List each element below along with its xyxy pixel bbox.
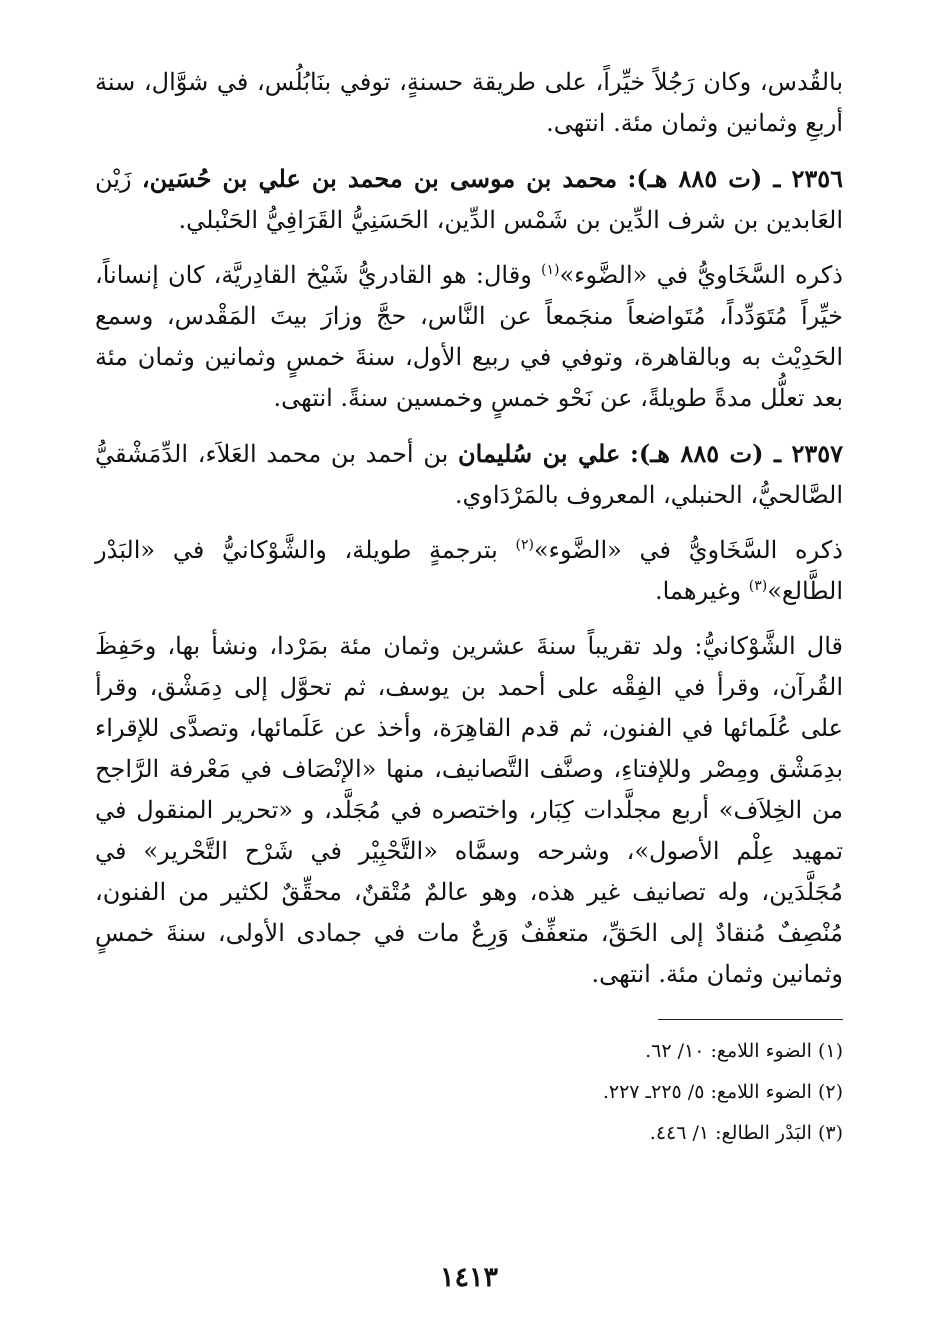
- paragraph-text: ذكره السَّخَاويُّ في «الضَّوء»: [559, 261, 843, 289]
- footnote-2: [95, 1079, 843, 1105]
- entry-number: ٢٣٥٦ ـ (ت ٨٨٥ هـ):: [627, 164, 843, 193]
- footnote-ref-3[interactable]: (٣): [748, 578, 768, 594]
- entry-name: محمد بن موسى بن محمد بن علي بن حُسَين،: [141, 164, 618, 193]
- paragraph-text: وقال: هو القادريُّ شَيْخ القادِريَّة، كان إنساناً، خيِّراً مُتَوَدِّداً، مُتَواضعاً منجَمعاً عن النَّاس، حجَّ وزارَ بيتَ المَقْدس، وسمع الحَدِيْث به وبالقاهرة، وتوفي في ربيع الأول، سنةَ خمسٍ وثمانين وثمان مئة بعد تعلُّل مدةً طويلةً، عن نَحْو خمسٍ وخمسين سنةً. انتهى.: [95, 261, 843, 412]
- entry-lineage: بن أحمد بن محمد العَلاَء، الدِّمَشْقيُّ الصَّالحيُّ، الحنبلي، المعروف بالمَرْدَاوي.: [95, 440, 843, 509]
- footnote-marker: (٢): [817, 1081, 843, 1103]
- entry-number: ٢٣٥٧ ـ (ت ٨٨٥ هـ):: [630, 439, 844, 468]
- footnote-1: [95, 1038, 843, 1064]
- biography-entry-2356: [95, 158, 843, 241]
- footnote-text: الضوء اللامع: ١٠/ ٦٢.: [645, 1040, 812, 1062]
- paragraph-text: وغيرهما.: [655, 577, 742, 605]
- biography-entry-2357: [95, 433, 843, 516]
- paragraph-continuation: بالقُدس، وكان رَجُلاً خيِّراً، على طريقة حسنةٍ، توفي بنَابُلُس، في شوَّال، سنة أربعِ وثمانين وثمان مئة. انتهى.: [95, 68, 843, 137]
- footnote-text: الضوء اللامع: ٥/ ٢٢٥ـ ٢٢٧.: [602, 1081, 812, 1103]
- page-number: ١٤١٣: [439, 1262, 498, 1293]
- footnote-marker: (٣): [817, 1122, 843, 1144]
- footnote-3: [95, 1120, 843, 1146]
- paragraph-sources: [95, 530, 843, 612]
- entry-lineage: زَيْن العَابدين بن شرف الدِّين بن شَمْس الدِّين، الحَسَنِيُّ القَرَافِيُّ الحَنْبلي.: [95, 165, 843, 234]
- footnote-ref-2[interactable]: (٢): [515, 537, 534, 553]
- footnote-marker: (١): [817, 1040, 843, 1062]
- page-body: [95, 62, 843, 1322]
- paragraph-text: بترجمةٍ طويلة، والشَّوْكانيُّ في «البَدْر الطَّالع»: [95, 536, 843, 605]
- footnote-divider: [658, 1019, 843, 1020]
- paragraph-sakhawi-quote: [95, 255, 843, 419]
- footnote-ref-1[interactable]: (١): [541, 262, 560, 278]
- entry-name: علي بن سُليمان: [458, 439, 621, 468]
- footnote-text: البَدْر الطالع: ١/ ٤٤٦.: [649, 1122, 812, 1144]
- paragraph-shawkani-quote: قال الشَّوْكانيُّ: ولد تقريباً سنةَ عشرين وثمان مئة بمَرْدا، ونشأ بها، وحَفِظَ القُرآن، وقرأ في الفِقْه على أحمد بن يوسف، ثم تحوَّل إلى دِمَشْق، وقرأ على عُلَمائها في الفنون، ثم قدم القاهِرَة، وأخذ عن عَلَمائها، وتصدَّى للإقراء بدِمَشْق ومِصْر وللإفتاءِ، وصنَّف التَّصانيف، منها «الإنْصَاف في مَعْرفة الرَّاجح من الخِلاَف» أربع مجلَّدات كِبَار، واختصره في مُجَلَّد، و «تحرير المنقول في تمهيد عِلْم الأصول»، وشرحه وسمَّاه «التَّحْبِيْر في شَرْح التَّحْرير» في مُجَلَّدَين، وله تصانيف غير هذه، وهو عالمٌ مُتْقنٌ، محقِّقٌ لكثير من الفنون، مُنْصِفٌ مُنقادٌ إلى الحَقِّ، متعفِّفٌ وَرِعٌ مات في جمادى الأولى، سنةَ خمسٍ وثمانين وثمان مئة. انتهى.: [95, 632, 843, 988]
- paragraph-text: ذكره السَّخَاويُّ في «الضَّوء»: [533, 536, 843, 564]
